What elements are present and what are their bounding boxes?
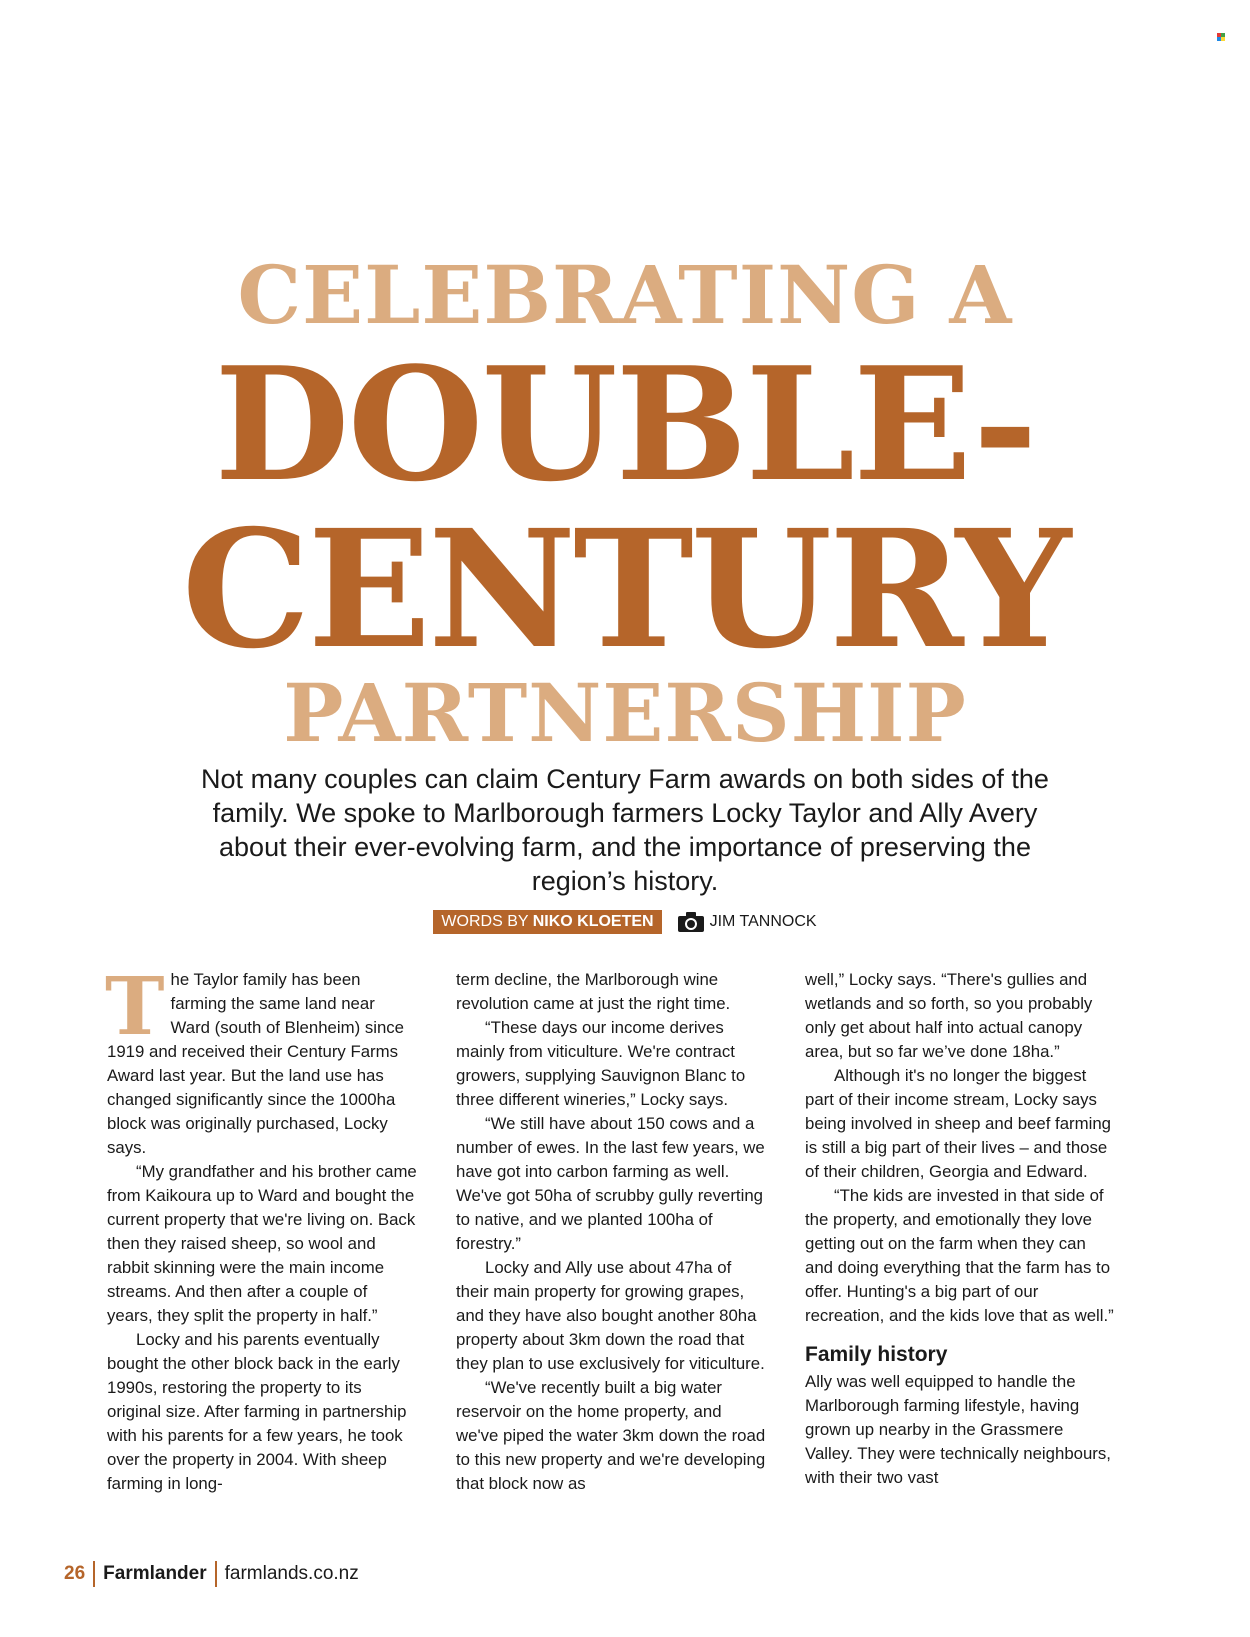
page-number: 26 bbox=[64, 1563, 86, 1584]
magazine-name: Farmlander bbox=[103, 1563, 207, 1584]
photographer-name: JIM TANNOCK bbox=[709, 913, 817, 930]
paragraph: well,” Locky says. “There's gullies and wetlands and so forth, so you probably only get about half into actual canopy area, but so far we’ve done 18ha.” bbox=[805, 970, 1093, 1061]
standfirst: Not many couples can claim Century Farm awards on both sides of the family. We spoke to Marlborough farmers Locky Taylor and Ally Avery about their ever-evolving farm, and the importance of preserving the region’s history. bbox=[201, 764, 1049, 896]
paragraph: Locky and Ally use about 47ha of their main property for growing grapes, and they have also bought another 80ha property about 3km down the road that they plan to use exclusively for viticulture. bbox=[456, 1258, 765, 1373]
corner-color-mark bbox=[1217, 33, 1225, 41]
paragraph: “We still have about 150 cows and a number of ewes. In the last few years, we have got into carbon farming as well. We've got 50ha of scrubby gully reverting to native, and we planted 100ha of forestry.” bbox=[456, 1114, 765, 1253]
words-by-label: WORDS BY bbox=[441, 913, 529, 930]
paragraph: “My grandfather and his brother came from Kaikoura up to Ward and bought the current property that we're living on. Back then they raised sheep, so wool and rabbit skinning were the main income streams. And then after a couple of years, they split the property in half.” bbox=[107, 1162, 417, 1325]
paragraph: “These days our income derives mainly from viticulture. We're contract growers, supplying Sauvignon Blanc to three different wineries,” Locky says. bbox=[456, 1018, 746, 1109]
article-column-2 bbox=[456, 968, 766, 1496]
page-footer bbox=[64, 1561, 359, 1587]
paragraph: Ally was well equipped to handle the Marlborough farming lifestyle, having grown up nearby in the Grassmere Valley. They were technically neighbours, with their two vast bbox=[805, 1372, 1111, 1487]
article-column-1 bbox=[105, 959, 417, 1496]
footer-divider bbox=[93, 1561, 95, 1587]
camera-icon bbox=[678, 912, 704, 932]
article-column-3 bbox=[805, 968, 1115, 1490]
paragraph: Locky and his parents eventually bought the other block back in the early 1990s, restoring the property to its original size. After farming in partnership with his parents for a few years, he took over the property in 2004. With sheep farming in long- bbox=[107, 1330, 407, 1493]
drop-cap: T bbox=[105, 959, 165, 1053]
headline-line-2: DOUBLE- bbox=[214, 333, 1036, 516]
headline-line-4: PARTNERSHIP bbox=[283, 666, 967, 760]
headline-line-3: CENTURY bbox=[181, 495, 1069, 685]
paragraph: “We've recently built a big water reservoir on the home property, and we've piped the water 3km down the road to this new property and we're developing that block now as bbox=[456, 1378, 766, 1493]
footer-divider bbox=[215, 1561, 217, 1587]
paragraph: Although it's no longer the biggest part of their income stream, Locky says being involved in sheep and beef farming is still a big part of their lives – and those of their children, Georgia and Edward. bbox=[805, 1066, 1112, 1181]
paragraph: he Taylor family has been farming the same land near Ward (south of Blenheim) since 1919 and received their Century Farms Award last year. But the land use has changed significantly since the 1000ha block was originally purchased, Locky says. bbox=[107, 970, 405, 1157]
author-credit bbox=[433, 910, 661, 934]
paragraph: “The kids are invested in that side of the property, and emotionally they love getting out on the farm when they can and doing everything that the farm has to offer. Hunting's a big part of our recreation, and the kids love that as well.” bbox=[805, 1186, 1114, 1325]
author-name: NIKO KLOETEN bbox=[532, 913, 654, 930]
paragraph: term decline, the Marlborough wine revolution came at just the right time. bbox=[456, 970, 731, 1013]
subheading: Family history bbox=[805, 1343, 948, 1366]
byline bbox=[0, 910, 1250, 934]
headline-line-1: CELEBRATING A bbox=[237, 248, 1013, 342]
website: farmlands.co.nz bbox=[224, 1563, 359, 1584]
